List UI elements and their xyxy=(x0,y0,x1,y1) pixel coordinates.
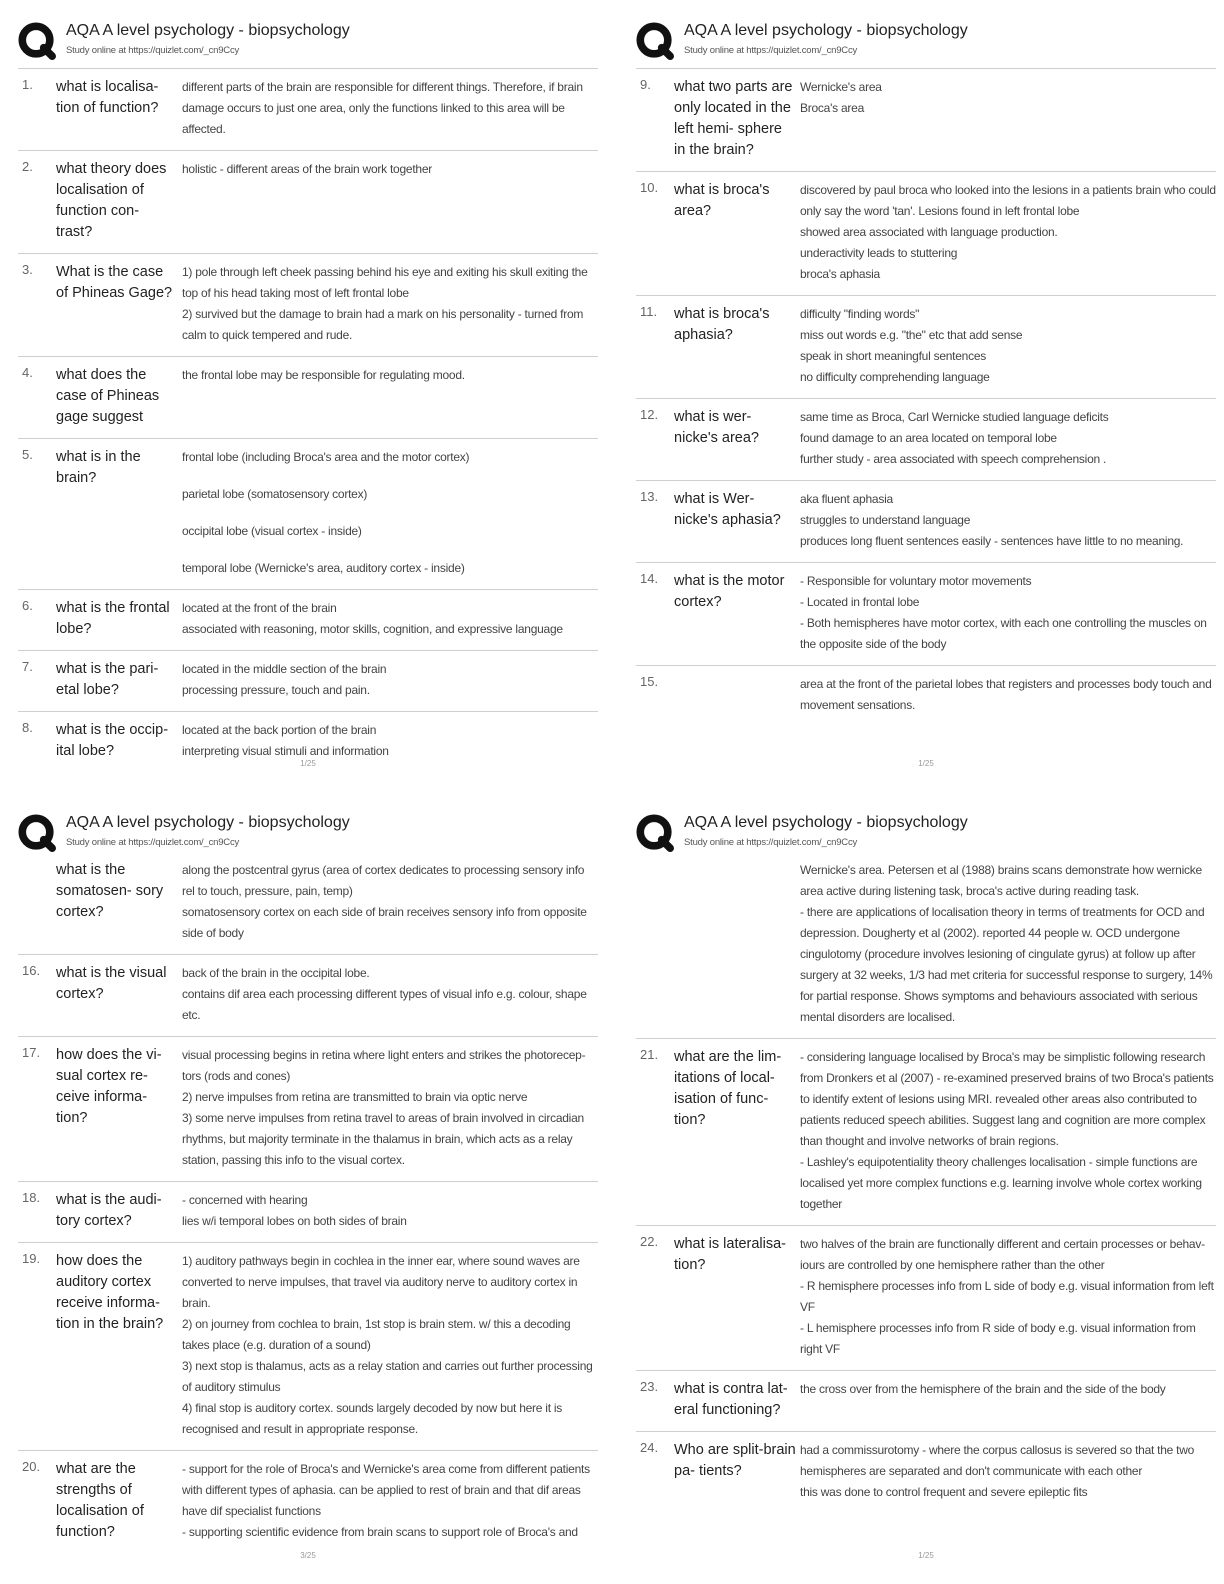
card-number: 5. xyxy=(22,447,33,462)
flashcard-row xyxy=(18,151,598,254)
page-number: 3/25 xyxy=(300,1551,316,1560)
answer-line: Broca's area xyxy=(800,101,864,115)
answer-line: - R hemisphere processes info from L side of body e.g. visual information from left VF xyxy=(800,1279,1214,1314)
quizlet-logo-icon xyxy=(636,22,674,60)
answer-line: 2) nerve impulses from retina are transmitted to brain via optic nerve xyxy=(182,1090,528,1104)
card-question: what are the lim- itations of local- isation of func- tion? xyxy=(674,1049,782,1128)
card-answer xyxy=(182,1251,598,1440)
card-number: 12. xyxy=(640,407,659,422)
answer-line: visual processing begins in retina where light enters and strikes the photorecep- tors (rods and cones) xyxy=(182,1048,586,1083)
flashcard-row xyxy=(18,357,598,439)
flashcard-row xyxy=(636,481,1216,563)
flashcard-row xyxy=(18,68,598,151)
card-number: 19. xyxy=(22,1251,41,1266)
answer-line: - Lashley's equipotentiality theory challenges localisation - simple functions are localised yet more complex functions e.g. learning involve whole cortex working together xyxy=(800,1155,1202,1211)
answer-line: same time as Broca, Carl Wernicke studied language deficits xyxy=(800,410,1109,424)
document-title: AQA A level psychology - biopsychology xyxy=(684,814,968,831)
answer-line: miss out words e.g. "the" etc that add sense xyxy=(800,328,1023,342)
card-number: 15. xyxy=(640,674,659,689)
answer-line: struggles to understand language xyxy=(800,513,971,527)
card-number: 22. xyxy=(640,1234,659,1249)
flashcard-row xyxy=(636,296,1216,399)
card-question: what is localisa- tion of function? xyxy=(56,79,159,116)
flashcard-row xyxy=(636,666,1216,726)
card-question: what are the strengths of localisation of function? xyxy=(56,1461,144,1540)
card-number: 23. xyxy=(640,1379,659,1394)
card-question: What is the case of Phineas Gage? xyxy=(56,264,173,301)
card-question: what is lateralisa- tion? xyxy=(674,1236,787,1273)
study-link[interactable]: Study online at https://quizlet.com/_cn9Ccy xyxy=(684,45,858,56)
answer-line: had a commissurotomy - where the corpus callosus is severed so that the two hemispheres are separated and don't communicate with each other xyxy=(800,1443,1195,1478)
flashcard-list xyxy=(636,68,1216,726)
card-number: 13. xyxy=(640,489,659,504)
card-question: what theory does localisation of function con- trast? xyxy=(56,161,167,240)
card-number: 16. xyxy=(22,963,41,978)
card-question: what is Wer- nicke's aphasia? xyxy=(674,491,781,528)
card-answer xyxy=(800,1234,1216,1360)
answer-line: - Both hemispheres have motor cortex, with each one controlling the muscles on the opposite side of the body xyxy=(800,616,1207,651)
document-title: AQA A level psychology - biopsychology xyxy=(684,22,968,39)
answer-line: the cross over from the hemisphere of the brain and the side of the body xyxy=(800,1382,1166,1396)
card-answer xyxy=(182,963,598,1026)
document-title: AQA A level psychology - biopsychology xyxy=(66,22,350,39)
flashcard-row xyxy=(18,651,598,712)
flashcard-row xyxy=(18,860,598,955)
card-answer xyxy=(800,1440,1216,1503)
answer-line: frontal lobe (including Broca's area and the motor cortex) xyxy=(182,450,470,464)
card-number: 1. xyxy=(22,77,33,92)
answer-line: Wernicke's area xyxy=(800,80,882,94)
card-number xyxy=(636,860,674,1028)
page-number: 1/25 xyxy=(918,1551,934,1560)
answer-line: - Responsible for voluntary motor movements xyxy=(800,574,1032,588)
card-number: 14. xyxy=(640,571,659,586)
flashcard-row xyxy=(18,254,598,357)
page-header xyxy=(636,812,1216,858)
answer-line: - considering language localised by Broca's may be simplistic following research from Dronkers et al (2007) - re-examined preserved brains of two Broca's patients to identify extent of lesions using MRI. revealed other areas also contributed to patients reduced speech abilities. Suggest lang and cognition are more complex than thought and involve networks of brain regions. xyxy=(800,1050,1214,1148)
flashcard-row xyxy=(636,1226,1216,1371)
answer-line: - there are applications of localisation theory in terms of treatments for OCD and depression. Dougherty et al (2002). reported 44 people w. OCD undergone cingulotomy (procedure involves lesioning of cingulate gyrus) at follow up after surgery at 32 weeks, 1/3 had met criteria for successful response to surgery, 14% for partial response. Shows symptoms and behaviours associated with serious mental disorders are localised. xyxy=(800,905,1213,1024)
answer-line: area at the front of the parietal lobes that registers and processes body touch and movement sensations. xyxy=(800,677,1212,712)
card-question: what is the somatosen- sory cortex? xyxy=(56,862,164,920)
flashcard-list xyxy=(18,860,598,1553)
card-question: what is the audi- tory cortex? xyxy=(56,1192,162,1229)
flashcard-row xyxy=(636,1432,1216,1513)
card-number: 7. xyxy=(22,659,33,674)
answer-line: 4) final stop is auditory cortex. sounds largely decoded by now but here it is recognised and result in appropriate response. xyxy=(182,1401,563,1436)
answer-line: temporal lobe (Wernicke's area, auditory cortex - inside) xyxy=(182,561,465,575)
answer-line: contains dif area each processing different types of visual info e.g. colour, shape etc. xyxy=(182,987,587,1022)
flashcard-row xyxy=(18,590,598,651)
card-number: 11. xyxy=(640,304,658,319)
card-question: how does the vi- sual cortex re- ceive informa- tion? xyxy=(56,1047,162,1126)
card-answer xyxy=(182,1045,598,1171)
answer-line: 1) auditory pathways begin in cochlea in the inner ear, where sound waves are converted to nerve impulses, that travel via auditory nerve to auditory cortex in brain. xyxy=(182,1254,580,1310)
page-header xyxy=(18,812,598,858)
answer-line: two halves of the brain are functionally different and certain processes or behav- iours are controlled by one hemisphere rather than the other xyxy=(800,1237,1205,1272)
flashcard-list xyxy=(636,860,1216,1513)
card-number: 17. xyxy=(22,1045,41,1060)
card-answer xyxy=(182,159,598,243)
flashcard-row xyxy=(18,1037,598,1182)
page-4 xyxy=(636,812,1216,1582)
page-header xyxy=(18,20,598,66)
answer-line: - L hemisphere processes info from R side of body e.g. visual information from right VF xyxy=(800,1321,1196,1356)
card-number: 6. xyxy=(22,598,33,613)
card-answer xyxy=(800,304,1216,388)
page-3 xyxy=(18,812,598,1582)
card-answer xyxy=(800,489,1216,552)
answer-line: interpreting visual stimuli and information xyxy=(182,744,389,758)
flashcard-row xyxy=(18,1182,598,1243)
card-number: 2. xyxy=(22,159,33,174)
card-answer xyxy=(800,1047,1216,1215)
answer-line: parietal lobe (somatosensory cortex) xyxy=(182,487,368,501)
page-1 xyxy=(18,20,598,790)
card-answer xyxy=(800,407,1216,470)
card-question: what is contra lat- eral functioning? xyxy=(674,1381,788,1418)
card-question: what is the pari- etal lobe? xyxy=(56,661,159,698)
card-answer xyxy=(800,674,1216,716)
answer-line: further study - area associated with speech comprehension . xyxy=(800,452,1107,466)
flashcard-row xyxy=(18,1451,598,1553)
document-title: AQA A level psychology - biopsychology xyxy=(66,814,350,831)
flashcard-row xyxy=(18,439,598,590)
flashcard-row xyxy=(636,860,1216,1039)
answer-line: speak in short meaningful sentences xyxy=(800,349,987,363)
card-answer xyxy=(182,860,598,944)
flashcard-row xyxy=(18,955,598,1037)
flashcard-row xyxy=(636,399,1216,481)
answer-line: the frontal lobe may be responsible for regulating mood. xyxy=(182,368,465,382)
quizlet-logo-icon xyxy=(18,22,56,60)
card-answer xyxy=(182,659,598,701)
card-question: what does the case of Phineas gage suggest xyxy=(56,367,160,425)
page-number: 1/25 xyxy=(918,759,934,768)
card-number xyxy=(18,860,56,944)
card-question xyxy=(674,674,800,716)
answer-line: - concerned with hearing xyxy=(182,1193,308,1207)
answer-line: 2) on journey from cochlea to brain, 1st stop is brain stem. w/ this a decoding takes place (e.g. duration of a sound) xyxy=(182,1317,571,1352)
study-link[interactable]: Study online at https://quizlet.com/_cn9Ccy xyxy=(66,837,240,848)
answer-line: located at the back portion of the brain xyxy=(182,723,377,737)
card-question: what two parts are only located in the left hemi- sphere in the brain? xyxy=(674,79,793,158)
card-answer xyxy=(182,77,598,140)
flashcard-row xyxy=(636,1039,1216,1226)
card-number: 18. xyxy=(22,1190,41,1205)
card-number: 20. xyxy=(22,1459,41,1474)
card-answer xyxy=(182,598,598,640)
card-answer xyxy=(182,262,598,346)
study-link[interactable]: Study online at https://quizlet.com/_cn9Ccy xyxy=(66,45,240,56)
answer-line: 3) next stop is thalamus, acts as a relay station and carries out further processing of auditory stimulus xyxy=(182,1359,593,1394)
answer-line: - supporting scientific evidence from brain scans to support role of Broca's and xyxy=(182,1525,578,1539)
answer-line: different parts of the brain are responsible for different things. Therefore, if brain damage occurs to just one area, only the functions linked to this area will be affected. xyxy=(182,80,583,136)
answer-line: 1) pole through left cheek passing behind his eye and exiting his skull exiting the top of his head taking most of left frontal lobe xyxy=(182,265,588,300)
answer-line: 2) survived but the damage to brain had a mark on his personality - turned from calm to quick tempered and rude. xyxy=(182,307,584,342)
card-number: 24. xyxy=(640,1440,659,1455)
card-answer xyxy=(800,1379,1216,1421)
flashcard-row xyxy=(636,172,1216,296)
answer-line: somatosensory cortex on each side of brain receives sensory info from opposite side of body xyxy=(182,905,587,940)
answer-line: located in the middle section of the brain xyxy=(182,662,387,676)
card-question: how does the auditory cortex receive informa- tion in the brain? xyxy=(56,1253,164,1332)
answer-line: 3) some nerve impulses from retina travel to areas of brain involved in circadian rhythms, but majority terminate in the thalamus in brain, which acts as a relay station, passing this info to the visual cortex. xyxy=(182,1111,584,1167)
flashcard-row xyxy=(636,1371,1216,1432)
card-number: 10. xyxy=(640,180,659,195)
answer-line: lies w/i temporal lobes on both sides of brain xyxy=(182,1214,407,1228)
answer-line: produces long fluent sentences easily - sentences have little to no meaning. xyxy=(800,534,1184,548)
answer-line: discovered by paul broca who looked into the lesions in a patients brain who could only say the word 'tan'. Lesions found in left frontal lobe xyxy=(800,183,1216,218)
answer-line: found damage to an area located on temporal lobe xyxy=(800,431,1057,445)
card-answer xyxy=(800,180,1216,285)
flashcard-row xyxy=(18,1243,598,1451)
card-answer xyxy=(182,1190,598,1232)
page-header xyxy=(636,20,1216,66)
card-question: what is the motor cortex? xyxy=(674,573,785,610)
card-answer xyxy=(182,447,598,579)
quizlet-logo-icon xyxy=(636,814,674,852)
answer-line: along the postcentral gyrus (area of cortex dedicates to processing sensory info rel to touch, pressure, pain, temp) xyxy=(182,863,585,898)
card-question xyxy=(674,860,800,1028)
flashcard-row xyxy=(636,68,1216,172)
card-number: 9. xyxy=(640,77,651,92)
answer-line: broca's aphasia xyxy=(800,267,880,281)
card-answer xyxy=(800,860,1216,1028)
answer-line: aka fluent aphasia xyxy=(800,492,893,506)
answer-line: - support for the role of Broca's and Wernicke's area come from different patients with different types of aphasia. can be applied to rest of brain and that dif areas have dif specialist functions xyxy=(182,1462,590,1518)
card-answer xyxy=(182,365,598,428)
page-2 xyxy=(636,20,1216,790)
answer-line: occipital lobe (visual cortex - inside) xyxy=(182,524,362,538)
answer-line: underactivity leads to stuttering xyxy=(800,246,958,260)
answer-line: no difficulty comprehending language xyxy=(800,370,990,384)
page-number: 1/25 xyxy=(300,759,316,768)
answer-line: processing pressure, touch and pain. xyxy=(182,683,370,697)
card-answer xyxy=(182,1459,598,1543)
card-number: 21. xyxy=(640,1047,659,1062)
card-answer xyxy=(800,77,1216,161)
card-question: Who are split-brain pa- tients? xyxy=(674,1442,796,1479)
answer-line: back of the brain in the occipital lobe. xyxy=(182,966,370,980)
answer-line: difficulty "finding words" xyxy=(800,307,920,321)
answer-line: associated with reasoning, motor skills, cognition, and expressive language xyxy=(182,622,563,636)
card-question: what is the occip- ital lobe? xyxy=(56,722,169,759)
card-question: what is in the brain? xyxy=(56,449,141,486)
answer-line: holistic - different areas of the brain work together xyxy=(182,162,432,176)
card-question: what is wer- nicke's area? xyxy=(674,409,759,446)
study-link[interactable]: Study online at https://quizlet.com/_cn9Ccy xyxy=(684,837,858,848)
card-answer xyxy=(800,571,1216,655)
card-question: what is broca's aphasia? xyxy=(674,306,770,343)
card-question: what is broca's area? xyxy=(674,182,770,219)
card-number: 3. xyxy=(22,262,33,277)
quizlet-logo-icon xyxy=(18,814,56,852)
card-number: 4. xyxy=(22,365,33,380)
answer-line: Wernicke's area. Petersen et al (1988) brains scans demonstrate how wernicke area active during listening task, broca's active during reading task. xyxy=(800,863,1202,898)
card-number: 8. xyxy=(22,720,33,735)
flashcard-list xyxy=(18,68,598,772)
flashcard-row xyxy=(636,563,1216,666)
card-question: what is the frontal lobe? xyxy=(56,600,170,637)
answer-line: - Located in frontal lobe xyxy=(800,595,920,609)
answer-line: showed area associated with language production. xyxy=(800,225,1058,239)
answer-line: located at the front of the brain xyxy=(182,601,337,615)
card-answer xyxy=(182,720,598,762)
card-question: what is the visual cortex? xyxy=(56,965,167,1002)
answer-line: this was done to control frequent and severe epileptic fits xyxy=(800,1485,1088,1499)
